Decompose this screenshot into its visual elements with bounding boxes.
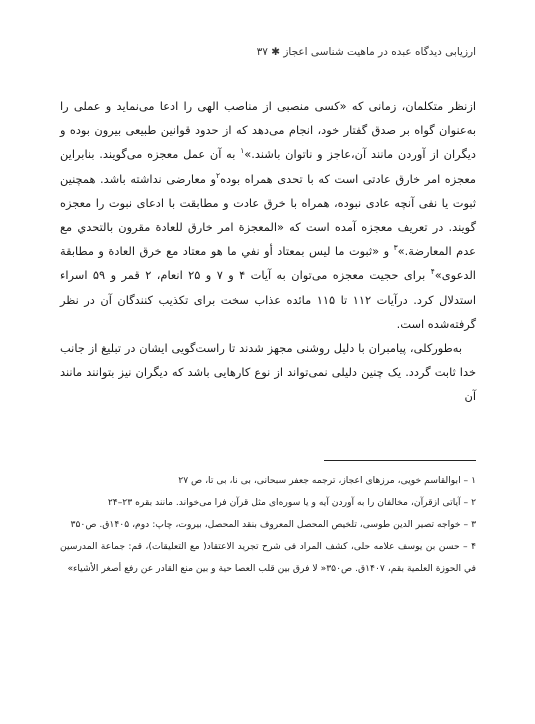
paragraph-1	[60, 94, 476, 336]
footnote-1: ۱ – ابوالقاسم خویی، مرزهای اعجاز، ترجمه جعفر سبحانی، بی نا، بی تا، ص ۲۷	[178, 475, 476, 486]
footnote-3: ۳ – خواجه تصیر الدین طوسی، تلخیص المحصل المعروف بنقد المحصل، بیروت، چاپ: دوم، ۱۴۰۵ق. ص۳۵۰	[70, 519, 476, 530]
body-text	[60, 94, 476, 409]
footnote-ref-1: ۱	[240, 146, 245, 156]
paragraph-1-part-c: و معارضی نداشته باشد. همچنین ثبوت یا نفی آنچه عادی نبوده، همراه با خرق عادت و مطابقت با ادعای نبوت را معجزه گویند. در تعریف معجزه آمده است که «المعجزة امر خارق للعادة مقرون بالتحدي مع عدم المعارضة.»	[60, 171, 476, 259]
paragraph-1-part-a: ازنظر متکلمان، زمانی که «کسی منصبی از مناصب الهی را ادعا می‌نماید و عملی را به‌عنوان گواه بر صدق گفتار خود، انجام می‌دهد که از حدود قوانین طبیعی بیرون بوده و دیگران از آوردن مانند آن،عاجز و ناتوان باشند.»	[60, 99, 477, 162]
footnote-4: ۴ – حسن بن یوسف علامه حلی، کشف المراد فی شرح تجرید الاعتقاد( مع التعلیقات)، قم: جماعة المدرسین في الحوزة العلمية بقم، ۱۴۰۷ق. ص۳۵۰« لا فرق بين قلب العصا حية و بين منع القادر عن رفع أصغر الأشياء»	[60, 541, 476, 574]
footnotes	[60, 470, 476, 580]
paragraph-1-part-b: به آن عمل معجزه می‌گویند. بنابراین معجزه امر خارق عادتی است که با تحدی همراه بوده	[60, 147, 476, 186]
footnote-ref-4: ۴	[430, 267, 435, 277]
paragraph-2: به‌طورکلی، پیامبران با دلیل روشنی مجهز شدند تا راست‌گویی ایشان در تبلیغ از جانب خدا ثابت گردد. یک چنین دلیلی نمی‌تواند از نوع کارهایی باشد که دیگران نیز بتوانند مانند آن	[60, 341, 476, 404]
paragraph-1-part-d: و «ثبوت ما ليس بمعتاد أو نفي ما هو معتاد مع خرق العادة و مطابقة الدعوی»	[60, 244, 476, 283]
paragraph-1-part-e: برای حجیت معجزه می‌توان به آیات ۴ و ۷ و ۲۵ انعام، ۲ قمر و ۵۹ اسراء استدلال کرد. درآیات ۱۱۲ تا ۱۱۵ مائده عذاب سخت برای تکذیب کنندگان آن در نظر گرفته‌شده است.	[60, 268, 476, 331]
running-header: ارزیابی دیدگاه عبده در ماهیت شناسی اعجاز ✱ ۳۷	[256, 46, 476, 58]
footnote-ref-2: ۲	[216, 170, 221, 180]
footnote-2: ۲ – آیاتی ازقرآن، مخالفان را به آوردن آیه و یا سوره‌ای مثل قرآن فرا می‌خواند. مانند بقره ۲۳–۲۴	[107, 497, 476, 508]
footnote-divider	[324, 460, 476, 461]
footnote-ref-3: ۳	[393, 243, 398, 253]
